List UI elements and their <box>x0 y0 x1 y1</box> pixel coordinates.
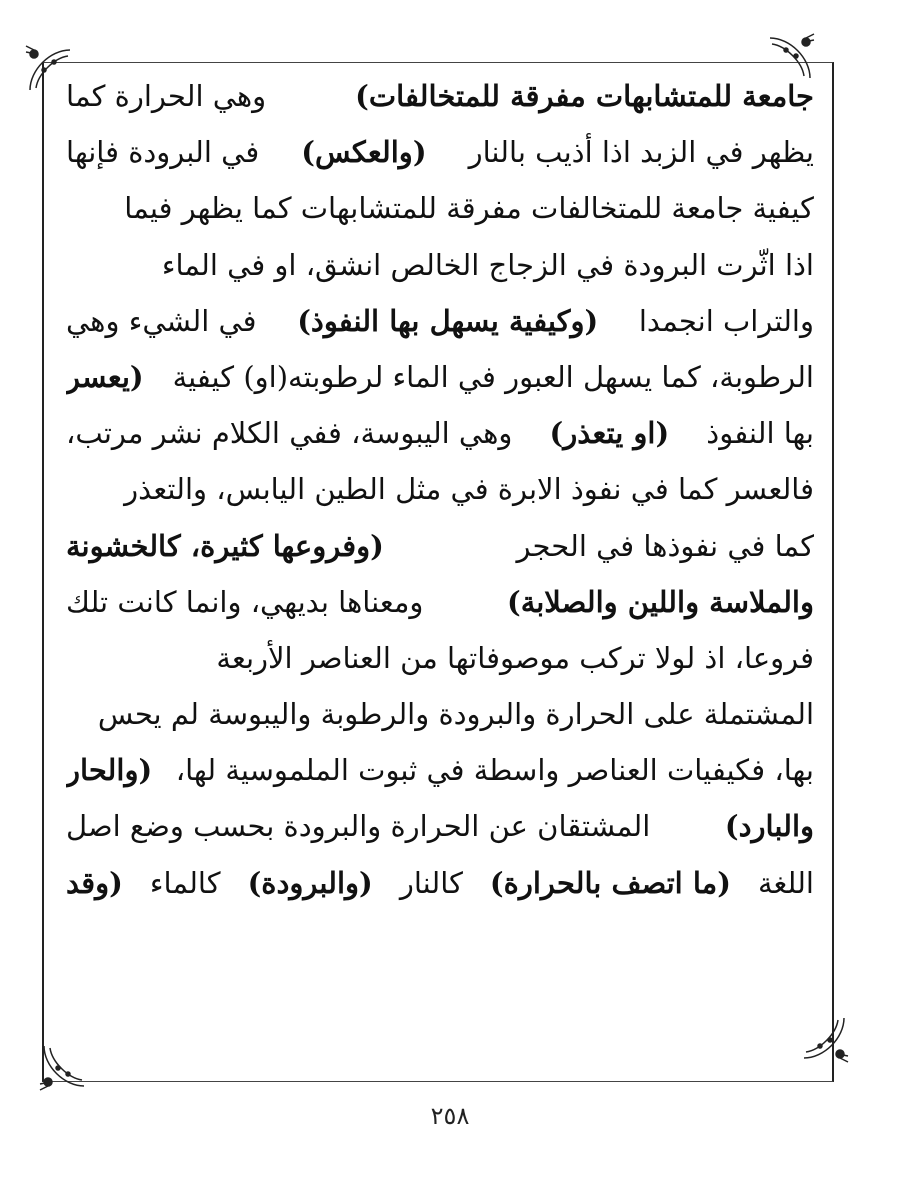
bold-text-segment: والبارد) <box>724 809 814 844</box>
text-line <box>66 405 814 461</box>
text-segment: اللغة <box>757 865 814 900</box>
text-segment: ومعناها بديهي، وانما كانت تلك <box>66 584 424 619</box>
bold-text-segment: جامعة للمتشابهات مفرقة للمتخالفات) <box>355 79 814 113</box>
text-segment: كيفية جامعة للمتخالفات مفرقة للمتشابهات كما يظهر فيما <box>124 191 814 226</box>
bold-text-segment: (والحار <box>66 753 153 788</box>
text-line <box>66 742 814 798</box>
bold-text-segment: (وفروعها كثيرة، كالخشونة <box>66 528 384 563</box>
text-line <box>66 349 814 405</box>
text-segment: الرطوبة، كما يسهل العبور في الماء لرطوبته(او) كيفية <box>172 359 814 394</box>
corner-ornament-icon <box>34 1032 98 1096</box>
bold-text-segment: (او يتعذر) <box>549 416 670 451</box>
bold-text-segment: (والبرودة) <box>247 865 373 900</box>
text-line <box>66 798 814 854</box>
bold-text-segment: (وكيفية يسهل بها النفوذ) <box>297 303 599 338</box>
text-segment: بها، فكيفيات العناصر واسطة في ثبوت الملموسية لها، <box>175 753 814 788</box>
page-number: ٢٥٨ <box>430 1102 470 1130</box>
text-line <box>66 293 814 349</box>
text-line <box>66 180 814 236</box>
bold-text-segment: والملاسة واللين والصلابة) <box>506 584 814 619</box>
bold-text-segment: (ما اتصف بالحرارة) <box>489 865 731 900</box>
text-segment: يظهر في الزبد اذا أذيب بالنار <box>468 135 814 170</box>
text-segment: المشتملة على الحرارة والبرودة والرطوبة واليبوسة لم يحس <box>97 697 814 732</box>
text-line <box>66 518 814 574</box>
text-line <box>66 630 814 686</box>
text-segment: فالعسر كما في نفوذ الابرة في مثل الطين اليابس، والتعذر <box>124 472 814 507</box>
text-segment: كما في نفوذها في الحجر <box>516 528 814 563</box>
bold-text-segment: (والعكس) <box>301 135 427 170</box>
text-line <box>66 124 814 180</box>
text-segment: والتراب انجمدا <box>638 303 814 338</box>
text-segment: كالنار <box>399 865 463 900</box>
text-segment: وهي اليبوسة، ففي الكلام نشر مرتب، <box>66 416 513 451</box>
corner-ornament-icon <box>790 1004 854 1068</box>
text-segment: وهي الحرارة كما <box>66 79 267 113</box>
page-text <box>66 68 814 911</box>
text-line <box>66 237 814 293</box>
text-line <box>66 461 814 517</box>
text-segment: كالماء <box>149 865 221 900</box>
bold-text-segment: (يعسر <box>66 359 144 394</box>
text-segment: المشتقان عن الحرارة والبرودة بحسب وضع اصل <box>66 809 651 844</box>
text-segment: اذا اثّرت البرودة في الزجاج الخالص انشق، او في الماء <box>161 247 814 282</box>
text-segment: في الشيء وهي <box>66 303 257 338</box>
text-segment: بها النفوذ <box>706 416 814 451</box>
text-line <box>66 855 814 911</box>
text-segment: في البرودة فإنها <box>66 135 260 170</box>
text-line <box>66 68 814 124</box>
text-line <box>66 574 814 630</box>
text-line <box>66 686 814 742</box>
bold-text-segment: (وقد <box>66 865 123 900</box>
text-segment: فروعا، اذ لولا تركب موصوفاتها من العناصر الأربعة <box>216 640 814 675</box>
